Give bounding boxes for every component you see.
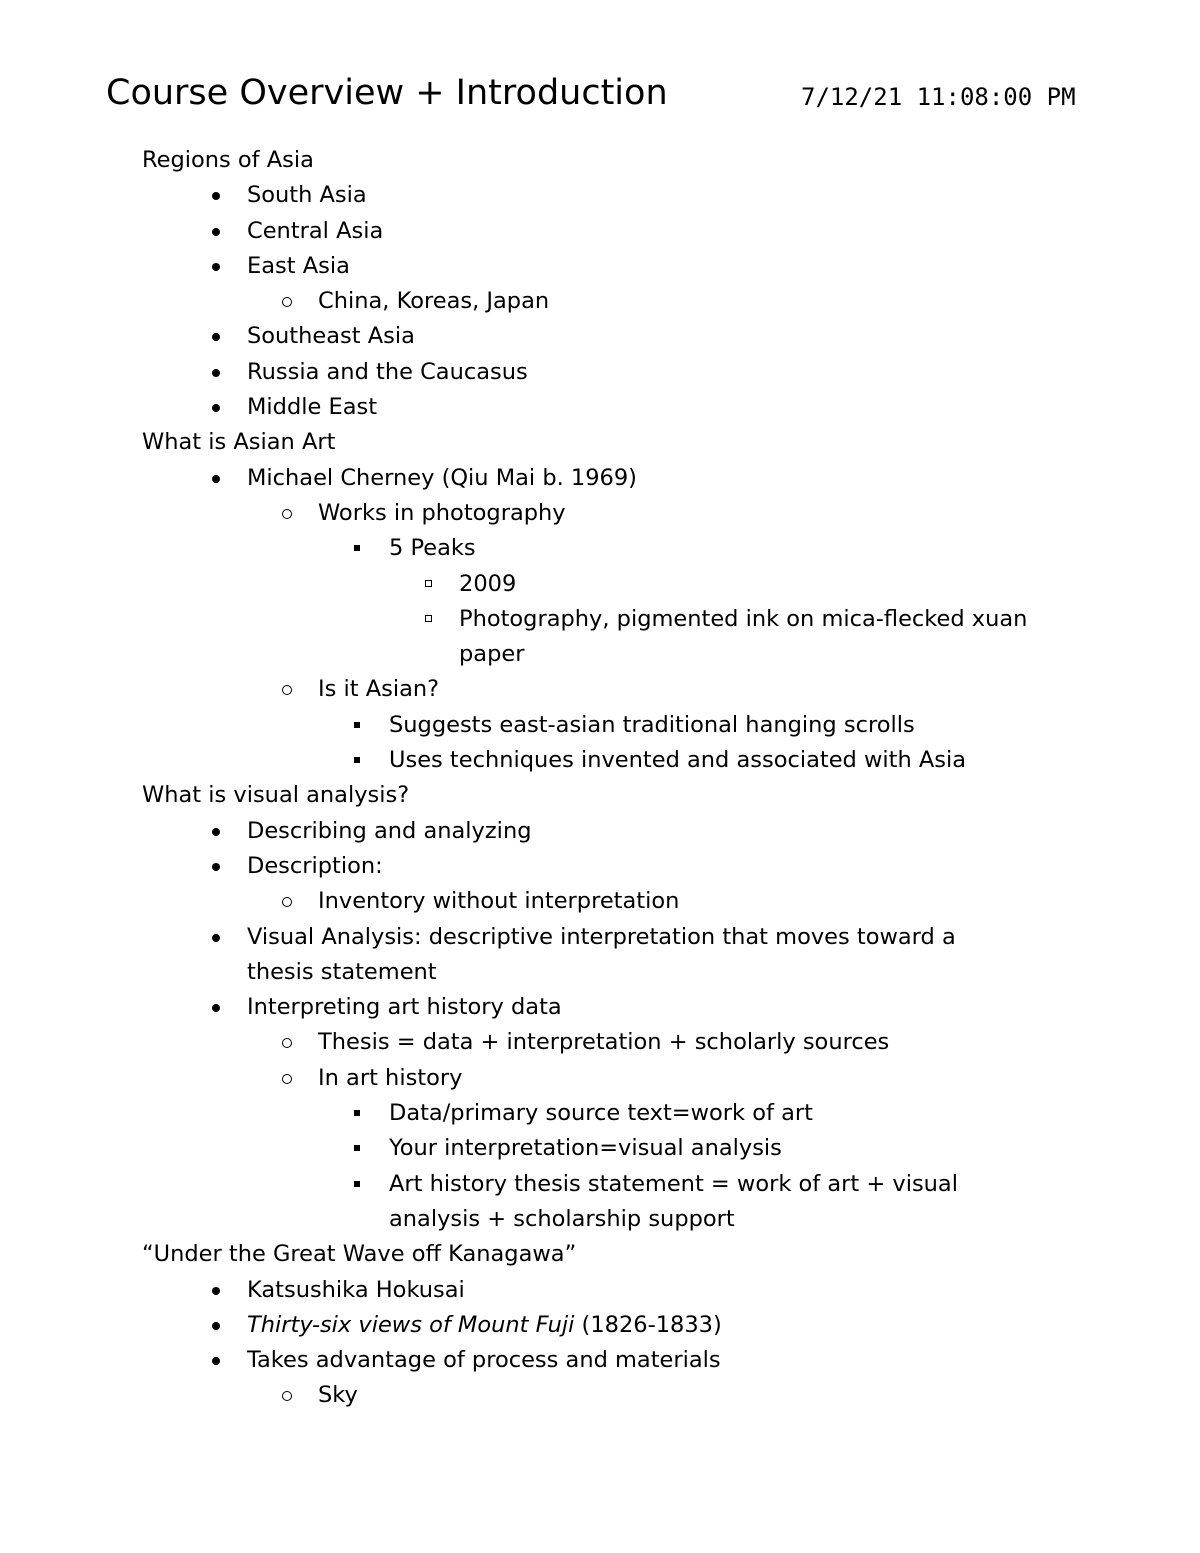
- bullet-disc-icon: [212, 461, 220, 496]
- bullet-disc-icon: [212, 920, 220, 955]
- bullet-square-icon: [354, 531, 361, 566]
- section-heading-visual-analysis: [142, 778, 1082, 813]
- series-title: Thirty-six views of Mount Fuji: [247, 1311, 575, 1338]
- list-item-text: Suggests east-asian traditional hanging scrolls: [389, 711, 915, 738]
- bullet-disc-icon: [212, 178, 220, 213]
- heading-text: “Under the Great Wave off Kanagawa”: [142, 1241, 577, 1268]
- list-item-text: Is it Asian?: [318, 676, 440, 703]
- list-item: [142, 920, 1082, 955]
- list-item-text: Michael Cherney (Qiu Mai b. 1969): [247, 464, 637, 491]
- bullet-hollow-square-icon: [425, 567, 433, 602]
- list-item: [142, 1308, 1082, 1343]
- heading-text: Regions of Asia: [142, 147, 314, 173]
- list-item: [142, 355, 1082, 390]
- bullet-circle-icon: [282, 884, 296, 919]
- list-item: [142, 884, 1082, 919]
- bullet-square-icon: [354, 743, 361, 778]
- list-item-text: thesis statement: [247, 958, 437, 985]
- list-item-text: 5 Peaks: [389, 535, 476, 562]
- list-item: [142, 178, 1082, 213]
- list-item-text: Art history thesis statement = work of art + visual: [389, 1170, 958, 1197]
- list-item: [142, 1273, 1082, 1308]
- list-item: [142, 1131, 1082, 1166]
- list-item: [142, 567, 1082, 602]
- list-item-text: Central Asia: [247, 217, 384, 244]
- list-item-text: Inventory without interpretation: [318, 888, 680, 915]
- list-item-text: China, Koreas, Japan: [318, 288, 550, 315]
- list-item-text: In art history: [318, 1064, 463, 1091]
- bullet-square-icon: [354, 1096, 361, 1131]
- list-item-text: Describing and analyzing: [247, 817, 532, 844]
- bullet-disc-icon: [212, 249, 220, 284]
- list-item-text: Interpreting art history data: [247, 994, 562, 1021]
- section-heading-regions: [142, 143, 1082, 178]
- bullet-disc-icon: [212, 390, 220, 425]
- list-item: [142, 708, 1082, 743]
- bullet-disc-icon: [212, 849, 220, 884]
- list-item-text: Russia and the Caucasus: [247, 358, 528, 385]
- list-item-text: Your interpretation=visual analysis: [389, 1135, 782, 1162]
- list-item-text: paper: [459, 641, 525, 668]
- section-heading-asian-art: [142, 425, 1082, 460]
- list-item: [142, 1167, 1082, 1202]
- list-item-text: [247, 1308, 1082, 1343]
- list-item: [142, 743, 1082, 778]
- list-item: [142, 849, 1082, 884]
- list-item: [142, 390, 1082, 425]
- bullet-square-icon: [354, 1131, 361, 1166]
- list-item-text: Sky: [318, 1382, 358, 1409]
- list-item-continuation: [142, 1202, 1082, 1237]
- page-header: [0, 68, 1200, 128]
- bullet-circle-icon: [282, 284, 296, 319]
- page-title: Course Overview + Introduction: [106, 73, 668, 113]
- notes-body: [142, 143, 1082, 1414]
- list-item-text: Description:: [247, 852, 383, 879]
- list-item-text: Thesis = data + interpretation + scholarly sources: [318, 1029, 890, 1056]
- list-item-text: Data/primary source text=work of art: [389, 1100, 813, 1127]
- bullet-disc-icon: [212, 214, 220, 249]
- bullet-disc-icon: [212, 1343, 220, 1378]
- bullet-disc-icon: [212, 1308, 220, 1343]
- heading-text: What is visual analysis?: [142, 782, 410, 809]
- list-item-text: East Asia: [247, 252, 350, 279]
- list-item-text: Takes advantage of process and materials: [247, 1347, 721, 1374]
- list-item: [142, 319, 1082, 354]
- list-item: [142, 1096, 1082, 1131]
- page-datetime: 7/12/21 11:08:00 PM: [801, 83, 1076, 111]
- bullet-square-icon: [354, 708, 361, 743]
- list-item-text: 2009: [459, 570, 517, 597]
- list-item-text: South Asia: [247, 182, 367, 209]
- bullet-disc-icon: [212, 814, 220, 849]
- heading-text: What is Asian Art: [142, 429, 336, 456]
- list-item: [142, 990, 1082, 1025]
- list-item: [142, 284, 1082, 319]
- bullet-disc-icon: [212, 990, 220, 1025]
- list-item: [142, 602, 1082, 637]
- list-item: [142, 496, 1082, 531]
- bullet-square-icon: [354, 1167, 361, 1202]
- bullet-circle-icon: [282, 1061, 296, 1096]
- list-item-text: Southeast Asia: [247, 323, 415, 350]
- bullet-disc-icon: [212, 319, 220, 354]
- bullet-hollow-square-icon: [425, 602, 433, 637]
- list-item-text: analysis + scholarship support: [389, 1205, 735, 1232]
- list-item: [142, 1343, 1082, 1378]
- list-item-text: Katsushika Hokusai: [247, 1276, 465, 1303]
- series-dates: (1826-1833): [574, 1311, 722, 1338]
- list-item-text: Photography, pigmented ink on mica-flecked xuan: [459, 605, 1028, 632]
- list-item: [142, 1378, 1082, 1413]
- list-item: [142, 461, 1082, 496]
- bullet-circle-icon: [282, 496, 296, 531]
- bullet-circle-icon: [282, 672, 296, 707]
- list-item: [142, 214, 1082, 249]
- list-item: [142, 1061, 1082, 1096]
- list-item: [142, 1025, 1082, 1060]
- list-item-text: Uses techniques invented and associated with Asia: [389, 747, 967, 774]
- list-item: [142, 814, 1082, 849]
- bullet-circle-icon: [282, 1378, 296, 1413]
- list-item-text: Works in photography: [318, 499, 566, 526]
- list-item-text: Visual Analysis: descriptive interpretation that moves toward a: [247, 923, 956, 950]
- list-item: [142, 672, 1082, 707]
- list-item-text: Middle East: [247, 394, 378, 421]
- list-item-continuation: [142, 955, 1082, 990]
- list-item-continuation: [142, 637, 1082, 672]
- list-item: [142, 531, 1082, 566]
- list-item: [142, 249, 1082, 284]
- bullet-disc-icon: [212, 1273, 220, 1308]
- section-heading-great-wave: [142, 1237, 1082, 1272]
- bullet-circle-icon: [282, 1025, 296, 1060]
- bullet-disc-icon: [212, 355, 220, 390]
